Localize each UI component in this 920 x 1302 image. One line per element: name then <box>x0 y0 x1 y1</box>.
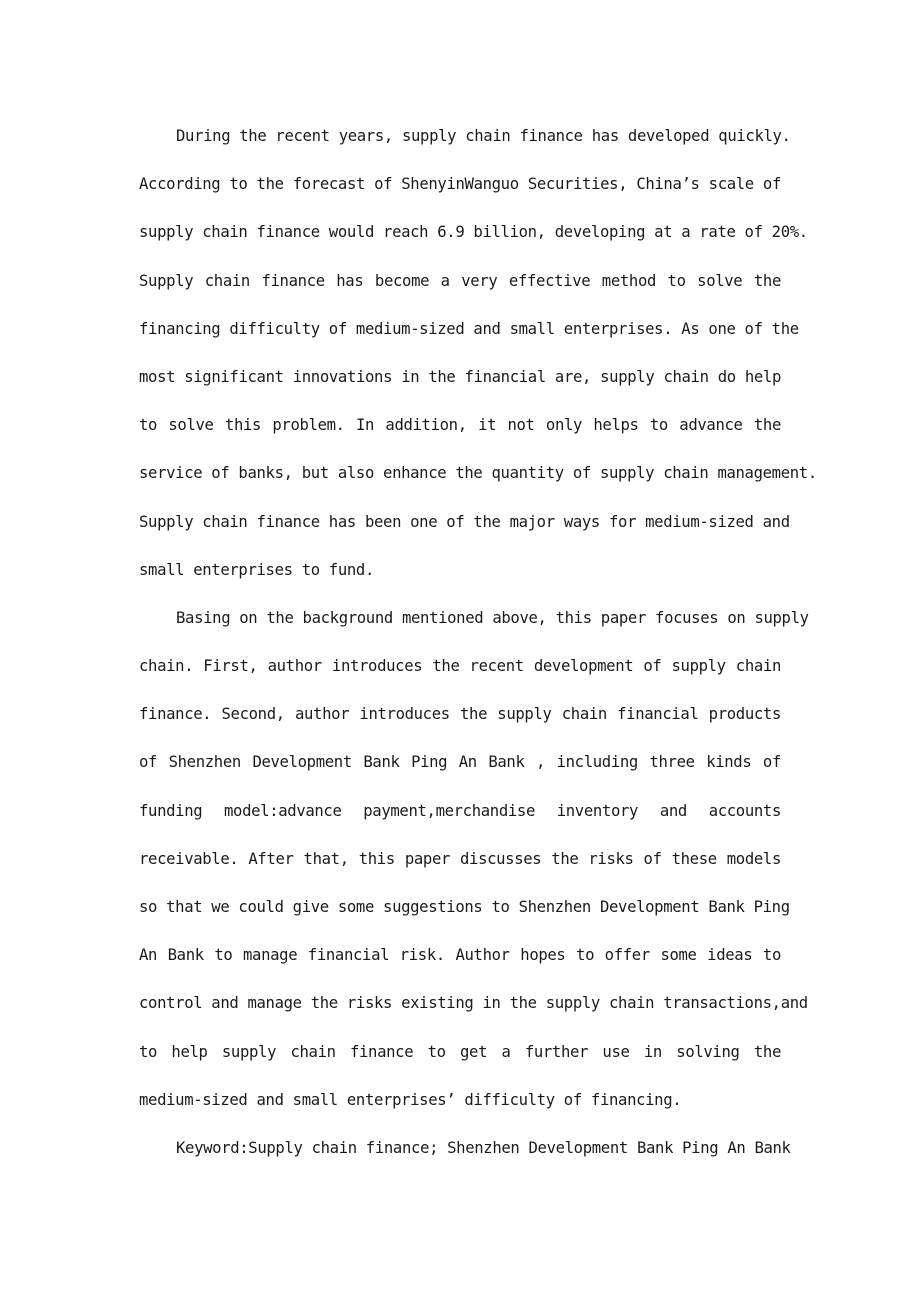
paragraph-line: service of banks, but also enhance the quantity of supply chain management. <box>139 464 817 483</box>
paragraph-line: finance. Second, author introduces the supply chain financial products <box>139 705 781 724</box>
paragraph-line: Supply chain finance has been one of the major ways for medium-sized and <box>139 512 790 531</box>
paragraph-line: receivable. After that, this paper discusses the risks of these models <box>139 849 781 868</box>
keywords-line: Keyword:Supply chain finance; Shenzhen Development Bank Ping An Bank <box>176 1138 791 1157</box>
paragraph-1 <box>139 112 817 594</box>
paragraph-line: supply chain finance would reach 6.9 billion, developing at a rate of 20%. <box>139 223 808 242</box>
paragraph-2 <box>139 594 809 1124</box>
paragraph-line: Supply chain finance has become a very effective method to solve the <box>139 271 781 290</box>
paragraph-line: funding model:advance payment,merchandise inventory and accounts <box>139 801 781 820</box>
paragraph-line: to solve this problem. In addition, it not only helps to advance the <box>139 416 781 435</box>
paragraph-line: According to the forecast of ShenyinWanguo Securities, China’s scale of <box>139 175 781 194</box>
paragraph-line: most significant innovations in the financial are, supply chain do help <box>139 367 781 386</box>
keywords-paragraph <box>139 1124 791 1172</box>
paragraph-line: to help supply chain finance to get a further use in solving the <box>139 1042 781 1061</box>
paragraph-line: financing difficulty of medium-sized and small enterprises. As one of the <box>139 319 799 338</box>
paragraph-line: of Shenzhen Development Bank Ping An Bank , including three kinds of <box>139 753 781 772</box>
abstract-body <box>139 112 817 1172</box>
paragraph-line: chain. First, author introduces the recent development of supply chain <box>139 657 781 676</box>
paragraph-line: control and manage the risks existing in the supply chain transactions,and <box>139 994 808 1013</box>
paragraph-line: small enterprises to fund. <box>139 560 374 579</box>
paragraph-line: During the recent years, supply chain finance has developed quickly. <box>176 127 791 145</box>
paragraph-line: Basing on the background mentioned above, this paper focuses on supply <box>176 608 809 627</box>
paragraph-line: An Bank to manage financial risk. Author hopes to offer some ideas to <box>139 946 781 965</box>
paragraph-line: medium-sized and small enterprises’ difficulty of financing. <box>139 1090 682 1109</box>
paragraph-line: so that we could give some suggestions to Shenzhen Development Bank Ping <box>139 898 790 916</box>
